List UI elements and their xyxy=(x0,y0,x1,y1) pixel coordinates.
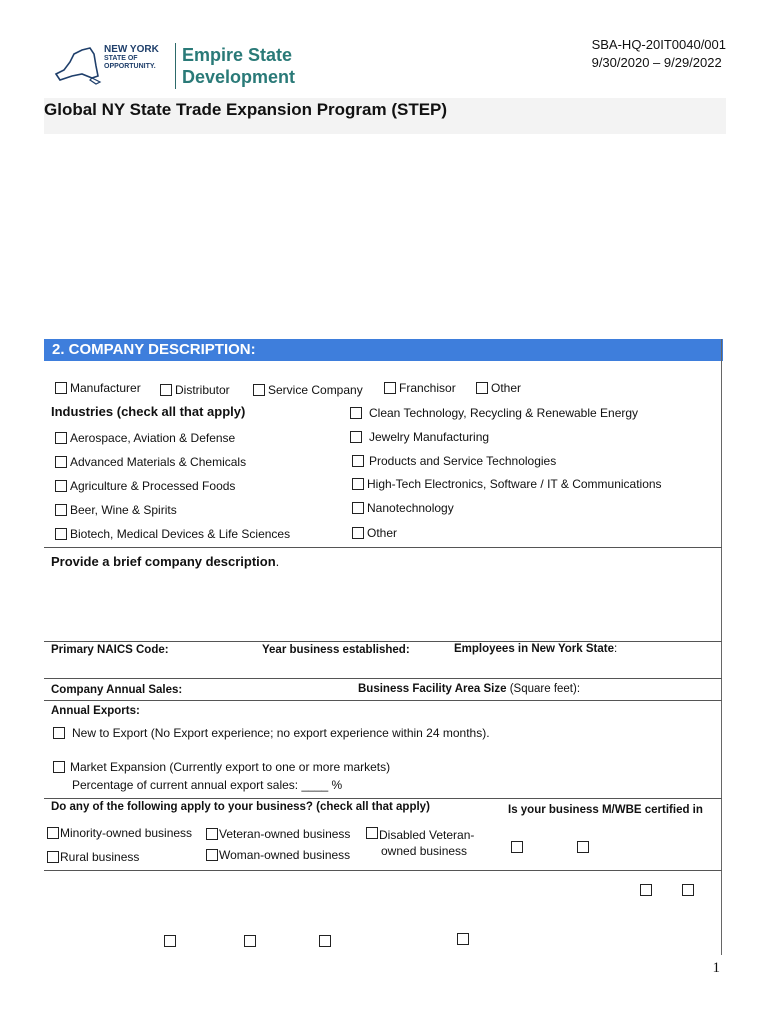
industry-agriculture[interactable]: Agriculture & Processed Foods xyxy=(55,479,235,493)
woman-owned-option[interactable]: Woman-owned business xyxy=(206,848,350,862)
company-type-other[interactable]: Other xyxy=(476,381,521,395)
divider xyxy=(44,870,722,871)
checkbox[interactable] xyxy=(319,935,331,947)
checkbox[interactable] xyxy=(55,456,67,468)
industry-high-tech[interactable]: High-Tech Electronics, Software / IT & Communications xyxy=(352,477,662,491)
checkbox[interactable] xyxy=(206,828,218,840)
minority-owned-option[interactable]: Minority-owned business xyxy=(47,826,192,840)
industry-biotech[interactable]: Biotech, Medical Devices & Life Sciences xyxy=(55,527,290,541)
industry-advanced-materials[interactable]: Advanced Materials & Chemicals xyxy=(55,455,246,469)
divider xyxy=(44,641,722,642)
industry-beer-wine[interactable]: Beer, Wine & Spirits xyxy=(55,503,177,517)
mwbe-yes-checkbox[interactable] xyxy=(511,841,523,853)
company-type-service[interactable]: Service Company xyxy=(253,383,363,397)
checkbox[interactable] xyxy=(457,933,469,945)
checkbox[interactable] xyxy=(164,935,176,947)
checkbox[interactable] xyxy=(53,761,65,773)
checkbox[interactable] xyxy=(47,827,59,839)
program-title: Global NY State Trade Expansion Program (STEP) xyxy=(44,100,448,119)
checkbox[interactable] xyxy=(682,884,694,896)
checkbox[interactable] xyxy=(206,849,218,861)
industry-nanotech[interactable]: Nanotechnology xyxy=(352,501,454,515)
checkbox[interactable] xyxy=(53,727,65,739)
checkbox[interactable] xyxy=(384,382,396,394)
year-established-label: Year business established: xyxy=(262,644,410,656)
document-number: SBA-HQ-20IT0040/001 xyxy=(591,37,726,52)
disabled-veteran-option[interactable]: Disabled Veteran- owned business xyxy=(366,827,474,859)
description-field[interactable] xyxy=(50,574,718,636)
divider xyxy=(44,798,722,799)
ny-state-map-icon xyxy=(52,44,102,88)
facility-size-label: Business Facility Area Size (Square feet): xyxy=(358,683,581,695)
market-expansion-option[interactable]: Market Expansion (Currently export to one or more markets) xyxy=(53,760,390,774)
esd-logo-text: Empire State Development xyxy=(182,45,296,87)
checkbox[interactable] xyxy=(476,382,488,394)
checkbox[interactable] xyxy=(350,431,362,443)
checkbox[interactable] xyxy=(160,384,172,396)
company-type-distributor[interactable]: Distributor xyxy=(160,383,230,397)
agency-logo xyxy=(52,40,312,96)
industry-jewelry[interactable]: Jewelry Manufacturing xyxy=(350,430,489,444)
checkbox[interactable] xyxy=(253,384,265,396)
checkbox[interactable] xyxy=(47,851,59,863)
industry-products-services[interactable]: Products and Service Technologies xyxy=(352,454,556,468)
document-date-range: 9/30/2020 – 9/29/2022 xyxy=(591,55,722,70)
checkbox[interactable] xyxy=(55,382,67,394)
checkbox[interactable] xyxy=(352,527,364,539)
divider xyxy=(44,547,722,548)
new-to-export-option[interactable]: New to Export (No Export experience; no export experience within 24 months). xyxy=(53,726,490,740)
export-percentage-line: Percentage of current annual export sales: ____ % xyxy=(72,778,343,792)
industry-clean-tech[interactable]: Clean Technology, Recycling & Renewable Energy xyxy=(350,406,638,420)
logo-divider xyxy=(175,43,176,89)
company-type-franchisor[interactable]: Franchisor xyxy=(384,381,456,395)
checkbox[interactable] xyxy=(55,432,67,444)
checkbox[interactable] xyxy=(366,827,378,839)
checkbox[interactable] xyxy=(244,935,256,947)
annual-sales-label: Company Annual Sales: xyxy=(51,684,183,696)
veteran-owned-option[interactable]: Veteran-owned business xyxy=(206,827,350,841)
form-right-border xyxy=(721,339,722,955)
naics-label: Primary NAICS Code: xyxy=(51,644,169,656)
industries-heading: Industries (check all that apply) xyxy=(51,404,246,419)
rural-business-option[interactable]: Rural business xyxy=(47,850,139,864)
divider xyxy=(44,678,722,679)
mwbe-no-checkbox[interactable] xyxy=(577,841,589,853)
document-id-block xyxy=(592,36,726,72)
page-number: 1 xyxy=(712,960,720,976)
checkbox[interactable] xyxy=(352,455,364,467)
apply-question: Do any of the following apply to your business? (check all that apply) xyxy=(51,801,430,813)
annual-exports-label: Annual Exports: xyxy=(51,705,140,717)
divider xyxy=(44,700,722,701)
checkbox[interactable] xyxy=(352,478,364,490)
checkbox[interactable] xyxy=(350,407,362,419)
section-title: 2. COMPANY DESCRIPTION: xyxy=(52,341,256,358)
checkbox[interactable] xyxy=(55,480,67,492)
checkbox[interactable] xyxy=(55,504,67,516)
checkbox[interactable] xyxy=(352,502,364,514)
checkbox[interactable] xyxy=(640,884,652,896)
checkbox[interactable] xyxy=(55,528,67,540)
industry-other[interactable]: Other xyxy=(352,526,397,540)
company-type-manufacturer[interactable]: Manufacturer xyxy=(55,381,141,395)
description-prompt: Provide a brief company description. xyxy=(51,554,280,569)
employees-label: Employees in New York State: xyxy=(454,643,618,655)
industry-aerospace[interactable]: Aerospace, Aviation & Defense xyxy=(55,431,235,445)
ny-logo-text: NEW YORK STATE OF OPPORTUNITY. xyxy=(104,44,159,70)
mwbe-question: Is your business M/WBE certified in xyxy=(508,804,703,816)
